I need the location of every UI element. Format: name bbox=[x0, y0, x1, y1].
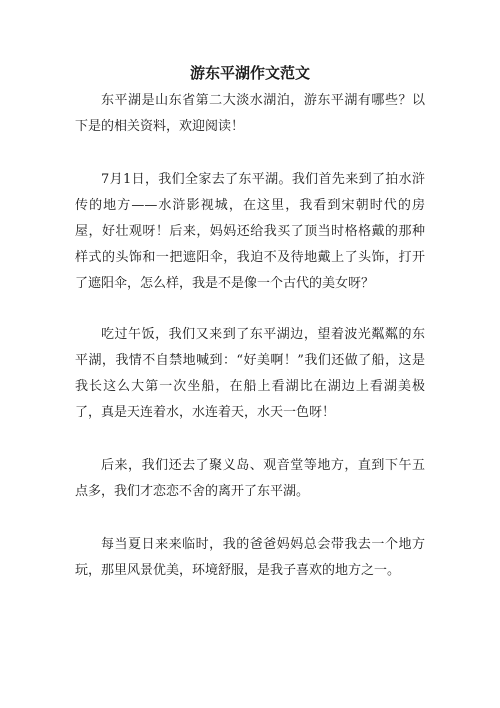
paragraph-summer: 每当夏日来来临时，我的爸爸妈妈总会带我去一个地方玩，那里风景优美，环境舒服，是我子喜欢的地方之一。 bbox=[75, 537, 425, 578]
paragraph-intro: 东平湖是山东省第二大淡水湖泊，游东平湖有哪些？以下是的相关资料，欢迎阅读！ bbox=[75, 93, 425, 134]
paragraph-leaving: 后来，我们还去了聚义岛、观音堂等地方，直到下午五点多，我们才恋恋不舍的离开了东平湖。 bbox=[75, 458, 425, 499]
document-title: 游东平湖作文范文 bbox=[189, 64, 310, 82]
paragraph-boat-ride: 吃过午饭，我们又来到了东平湖边，望着波光粼粼的东平湖，我情不自禁地喊到：“好美啊！”我们还做了船，这是我长这么大第一次坐船，在船上看湖比在湖边上看湖美极了，真是天连着水，水连着天，水天一色呀！ bbox=[75, 327, 425, 420]
paragraph-water-margin-city: 7月1日，我们全家去了东平湖。我们首先来到了拍水浒传的地方——水浒影视城，在这里，我看到宋朝时代的房屋，好壮观呀！后来，妈妈还给我买了顶当时格格戴的那种样式的头饰和一把遮阳伞，我迫不及待地戴上了头饰，打开了遮阳伞，怎么样，我是不是像一个古代的美女呀？ bbox=[75, 172, 425, 291]
